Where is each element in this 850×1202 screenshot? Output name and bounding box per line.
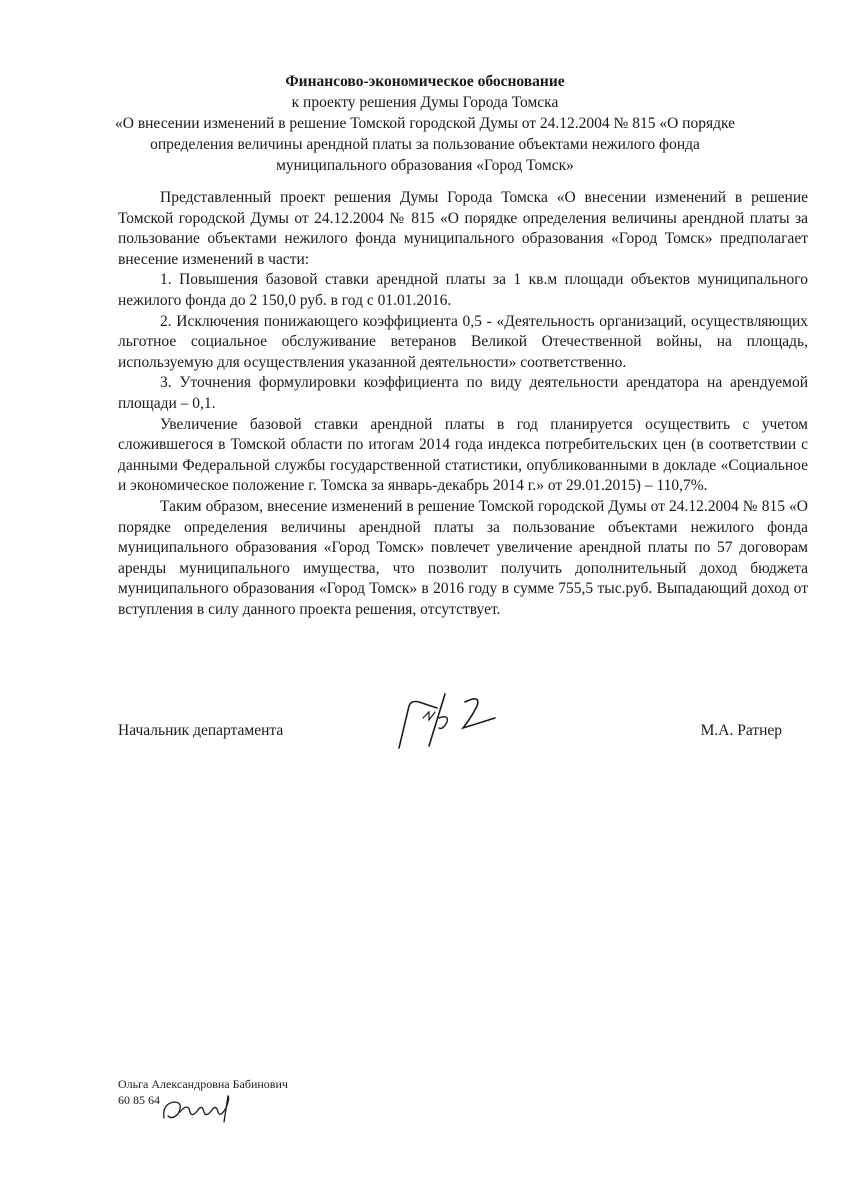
list-item-2: 2. Исключения понижающего коэффициента 0,5 - «Деятельность организаций, осуществляющих льготное социальное обслуживание ветеранов Великой Отечественной войны, на площадь, используемую для осуществления указанной деятельности» соответственно. <box>118 312 808 371</box>
executor-name: Ольга Александровна Бабинович <box>118 1077 288 1091</box>
list-item-1: 1. Повышения базовой ставки арендной платы за 1 кв.м площади объектов муниципального нежилого фонда до 2 150,0 руб. в год с 01.01.2016. <box>118 271 808 309</box>
intro-paragraph: Представленный проект решения Думы Города Томска «О внесении изменений в решение Томской городской Думы от 24.12.2004 № 815 «О порядке определения величины арендной платы за пользование объектами нежилого фонда муниципального образования «Город Томск» предполагает внесение изменений в части: <box>118 189 808 268</box>
signature-row <box>118 722 782 746</box>
header-project-name: «О внесении изменений в решение Томской городской Думы от 24.12.2004 № 815 «О порядке определения величины арендной платы за пользование объектами нежилого фонда муниципального образования «Город Томск» <box>115 115 735 174</box>
document-header <box>100 71 750 176</box>
document-title: Финансово-экономическое обоснование <box>285 73 565 90</box>
signer-name: М.А. Ратнер <box>700 722 782 739</box>
signer-position: Начальник департамента <box>118 722 284 739</box>
header-subtitle: к проекту решения Думы Города Томска <box>291 94 559 111</box>
document-body <box>118 188 808 620</box>
executor-signature <box>158 1088 248 1128</box>
increase-paragraph: Увеличение базовой ставки арендной платы в год планируется осуществить с учетом сложившегося в Томской области по итогам 2014 года индекса потребительских цен (в соответствии с данными Федеральной службы государственной статистики, опубликованными в докладе «Социальное и экономическое положение г. Томска за январь-декабрь 2014 г.» от 29.01.2015) – 110,7%. <box>118 415 808 495</box>
conclusion-paragraph: Таким образом, внесение изменений в решение Томской городской Думы от 24.12.2004 № 815 «О порядке определения величины арендной платы за пользование объектами нежилого фонда муниципального образования «Город Томск» повлечет увеличение арендной платы по 57 договорам аренды муниципального имущества, что позволит получить дополнительный доход бюджета муниципального образования «Город Томск» в 2016 году в сумме 755,5 тыс.руб. Выпадающий доход от вступления в силу данного проекта решения, отсутствует. <box>118 497 808 618</box>
list-item-3: 3. Уточнения формулировки коэффициента по виду деятельности арендатора на арендуемой площади – 0,1. <box>118 374 808 412</box>
executor-phone: 60 85 64 <box>118 1093 160 1107</box>
